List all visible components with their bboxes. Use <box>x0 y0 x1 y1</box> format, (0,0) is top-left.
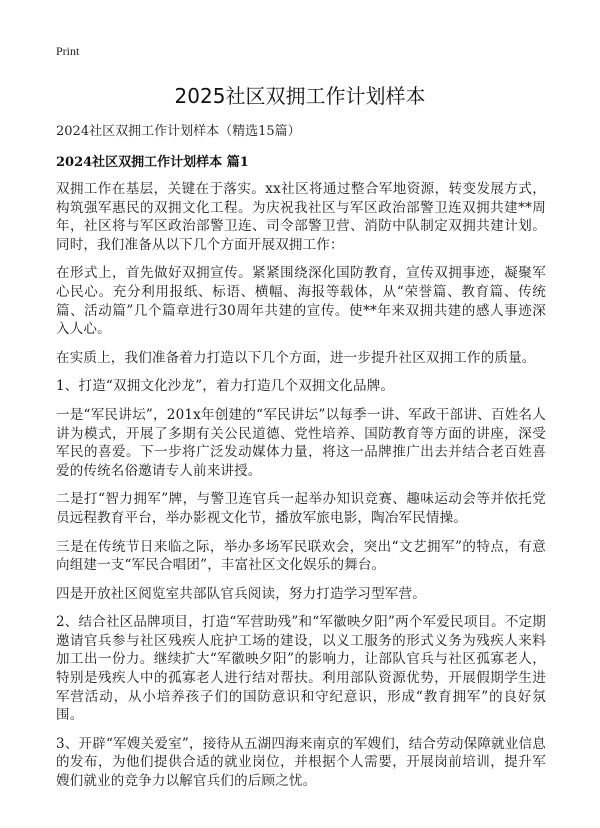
paragraph: 双拥工作在基层，关键在于落实。xx社区将通过整合军地资源，转变发展方式，构筑强军惠民的双拥文化工程。为庆祝我社区与军区政治部警卫连双拥共建**周年，社区将与军区政治部警卫连、司令部警卫营、消防中队制定双拥共建计划。同时，我们准备从以下几个方面开展双拥工作： <box>56 181 546 253</box>
paragraph: 在实质上，我们准备着力打造以下几个方面，进一步提升社区双拥工作的质量。 <box>56 349 536 366</box>
print-label: Print <box>56 44 80 58</box>
paragraph: 3、开辟“军嫂关爱室”，接待从五湖四海来南京的军嫂们，结合劳动保障就业信息的发布，为他们提供合适的就业岗位，并根据个人需要，开展岗前培训，提升军嫂们就业的竞争力以解官兵们的后顾之忧。 <box>56 735 546 790</box>
paragraph: 三是在传统节日来临之际，举办多场军民联欢会，突出“文艺拥军”的特点，有意向组建一支“军民合唱团”，丰富社区文化娱乐的舞台。 <box>56 538 546 574</box>
section-heading: 2024社区双拥工作计划样本 篇1 <box>56 155 249 170</box>
document-title: 2025社区双拥工作计划样本 <box>174 84 426 108</box>
document-subtitle: 2024社区双拥工作计划样本（精选15篇） <box>56 124 301 139</box>
document-body <box>56 180 546 801</box>
paragraph: 2、结合社区品牌项目，打造“军营助残”和“军徽映夕阳”两个军爱民项目。不定期邀请官兵参与社区残疾人庇护工场的建设，以义工服务的形式义务为残疾人来料加工出一份力。继续扩大“军徽映夕阳”的影响力，让部队官兵与社区孤寡老人，特别是残疾人中的孤寡老人进行结对帮扶。利用部队资源优势，开展假期学生进军营活动，从小培养孩子们的国防意识和守纪意识，形成“教育拥军”的良好氛围。 <box>56 614 546 724</box>
paragraph: 四是开放社区阅览室共部队官兵阅读，努力打造学习型军营。 <box>56 585 426 602</box>
paragraph: 1、打造“双拥文化沙龙”，着力打造几个双拥文化品牌。 <box>56 378 395 395</box>
paragraph: 一是“军民讲坛”，201x年创建的“军民讲坛”以每季一讲、军政干部讲、百姓名人讲为模式，开展了多期有关公民道德、党性培养、国防教育等方面的讲座，深受军民的喜爱。下一步将广泛发动媒体力量，将这一品牌推广出去并结合老百姓喜爱的传统名俗邀请专人前来讲授。 <box>56 406 546 479</box>
paragraph: 在形式上，首先做好双拥宣传。紧紧围绕深化国防教育，宣传双拥事迹，凝聚军心民心。充分利用报纸、标语、横幅、海报等载体，从“荣誉篇、教育篇、传统篇、活动篇”几个篇章进行30周年共建的宣传。使**年来双拥共建的感人事迹深入人心。 <box>56 265 546 338</box>
paragraph: 二是打“智力拥军”牌，与警卫连官兵一起举办知识竞赛、趣味运动会等并依托党员远程教育平台，举办影视文化节，播放军旅电影，陶冶军民情操。 <box>56 491 546 526</box>
